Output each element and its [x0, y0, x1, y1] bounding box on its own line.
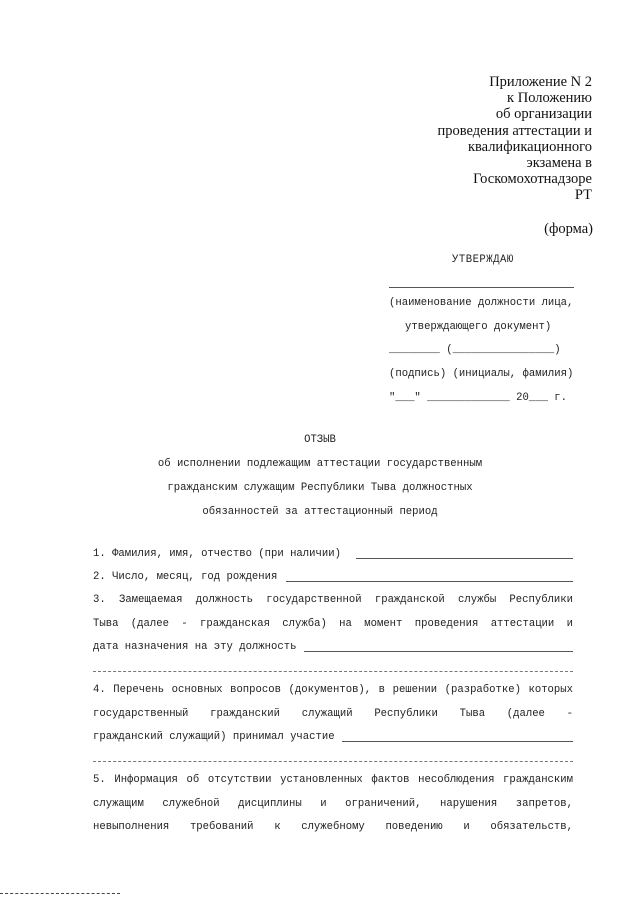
- approval-title: УТВЕРЖДАЮ: [452, 254, 514, 266]
- document-subtitle-line: гражданским служащим Республики Тыва должностных: [167, 482, 473, 494]
- appendix-block: [420, 74, 592, 204]
- approval-date-row: "___" _____________ 20___ г.: [389, 392, 568, 404]
- document-subtitle-line: об исполнении подлежащим аттестации государственным: [157, 458, 483, 470]
- document-title: ОТЗЫВ: [304, 434, 336, 446]
- item-4-text: 4. Перечень основных вопросов (документов), в решении (разработке) которых: [93, 684, 573, 696]
- item-4-fill-line: [342, 741, 573, 742]
- item-3-text: Тыва (далее - гражданская служба) на момент проведения аттестации и: [93, 618, 573, 630]
- signature-hint: (подпись) (инициалы, фамилия): [389, 368, 574, 380]
- appendix-line: квалификационного: [467, 138, 592, 155]
- signature-row: ________ (________________): [389, 344, 561, 356]
- item-4-text: государственный гражданский служащий Республики Тыва (далее -: [93, 708, 573, 720]
- item-3-text: 3. Замещаемая должность государственной гражданской службы Республики: [93, 594, 573, 606]
- appendix-line: РТ: [574, 187, 592, 204]
- position-hint-cont: утверждающего документ): [405, 321, 552, 333]
- appendix-line: к Положению: [507, 90, 592, 107]
- scan-edge-mark: [0, 893, 120, 894]
- item-3-extra-line: [93, 671, 573, 672]
- item-5-text: 5. Информация об отсутствии установленных фактов несоблюдения гражданским: [93, 774, 573, 786]
- appendix-line: проведения аттестации и: [437, 122, 592, 139]
- item-3-text: дата назначения на эту должность: [93, 641, 297, 653]
- item-5-text: невыполнения требований к служебному поведению и обязательств,: [93, 821, 573, 833]
- form-label: (форма): [544, 221, 593, 237]
- item-1-label: 1. Фамилия, имя, отчество (при наличии): [93, 548, 341, 560]
- item-1-fill-line: [356, 558, 573, 559]
- item-4-extra-line: [93, 761, 573, 762]
- appendix-line: Приложение N 2: [489, 74, 592, 90]
- item-2-fill-line: [286, 581, 573, 582]
- approver-position-line: [389, 287, 574, 288]
- item-5-text: служащим служебной дисциплины и ограничений, нарушения запретов,: [93, 798, 573, 810]
- appendix-line: об организации: [495, 106, 592, 123]
- item-2-label: 2. Число, месяц, год рождения: [93, 571, 278, 583]
- appendix-line: Госкомохотнадзоре: [473, 171, 592, 188]
- item-4-text: гражданский служащий) принимал участие: [93, 731, 335, 743]
- position-hint: (наименование должности лица,: [389, 297, 574, 309]
- document-subtitle-line: обязанностей за аттестационный период: [202, 506, 438, 518]
- item-3-fill-line: [304, 651, 573, 652]
- appendix-line: экзамена в: [526, 155, 592, 172]
